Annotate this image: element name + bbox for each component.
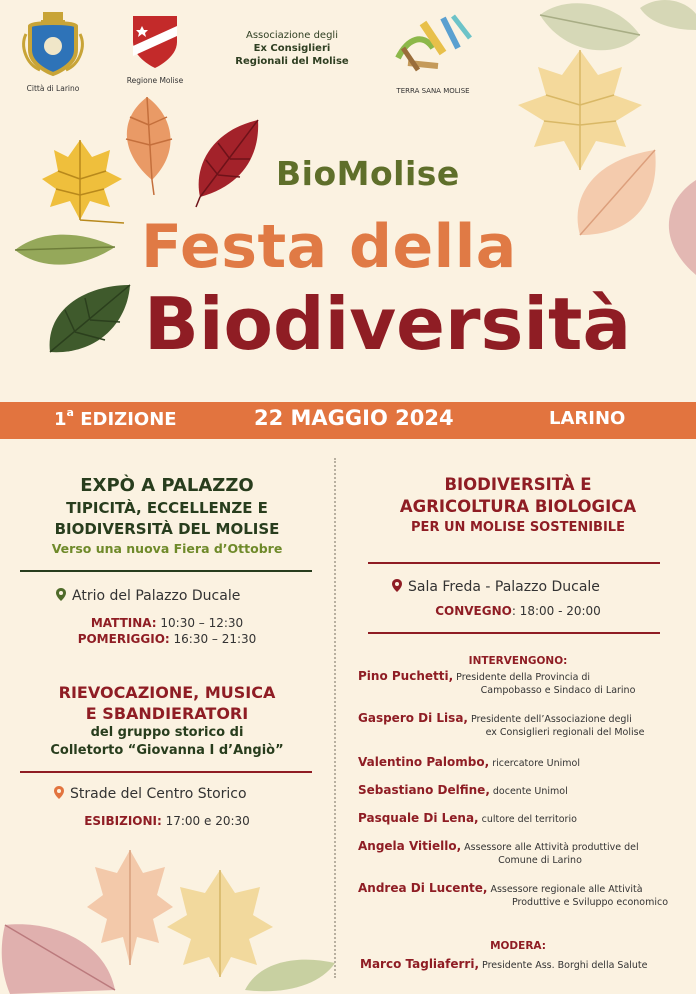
speaker-role-cont: Campobasso e Sindaco di Larino xyxy=(480,685,636,696)
convegno-section xyxy=(350,474,686,538)
speaker-name: Pasquale Di Lena, xyxy=(358,811,479,825)
moderator-name: Marco Tagliaferri, xyxy=(360,957,480,971)
convegno-value: : 18:00 - 20:00 xyxy=(511,604,601,618)
speaker-role: ricercatore Unimol xyxy=(489,758,580,769)
terra-sana-label: TERRA SANA MOLISE xyxy=(396,87,470,95)
association-logo-text xyxy=(226,29,358,68)
regione-shield-icon xyxy=(118,12,192,70)
leaf-olive-left-icon xyxy=(10,225,120,275)
speaker-name: Pino Puchetti, xyxy=(358,669,454,683)
rievocazione-sub-2: Colletorto “Giovanna I d’Angiò” xyxy=(50,743,284,758)
location-pin-icon xyxy=(392,579,402,592)
location-pin-icon xyxy=(56,588,66,601)
expo-times xyxy=(14,615,320,647)
convegno-top-rule xyxy=(368,562,660,564)
leaf-peach-right-icon xyxy=(560,140,670,250)
event-date: 22 MAGGIO 2024 xyxy=(254,406,454,430)
brand-title: BioMolise xyxy=(276,154,460,193)
leaf-orange-left-icon xyxy=(112,95,182,195)
speaker-item xyxy=(358,840,692,867)
terra-sana-molise-logo xyxy=(388,8,478,96)
speaker-role: docente Unimol xyxy=(489,786,568,797)
association-line3: Regionali del Molise xyxy=(235,56,349,67)
expo-location xyxy=(56,588,240,604)
speaker-name: Valentino Palombo, xyxy=(358,755,490,769)
leaf-top-right-edge-icon xyxy=(640,0,696,30)
speaker-name: Sebastiano Delfine, xyxy=(358,783,490,797)
terra-sana-graphic-icon xyxy=(388,8,478,78)
rievocazione-title-1: RIEVOCAZIONE, MUSICA xyxy=(58,683,276,702)
location-pin-icon xyxy=(54,786,64,799)
convegno-title-3: PER UN MOLISE SOSTENIBILE xyxy=(411,520,625,535)
convegno-time xyxy=(350,603,686,619)
expo-location-text: Atrio del Palazzo Ducale xyxy=(72,588,241,604)
edition-number: 1 xyxy=(54,409,67,430)
moderator-heading: MODERA: xyxy=(490,940,546,952)
rievocazione-title-2: E SBANDIERATORI xyxy=(85,704,249,723)
expo-rule xyxy=(20,570,312,572)
speaker-role: cultore del territorio xyxy=(478,814,577,825)
speaker-item xyxy=(358,712,692,739)
edition-word: EDIZIONE xyxy=(73,409,177,430)
moderator xyxy=(360,958,696,972)
festa-title: Festa della xyxy=(141,212,517,282)
expo-tagline: Verso una nuova Fiera d’Ottobre xyxy=(51,541,283,556)
rievocazione-rule xyxy=(20,771,312,773)
leaf-bottom-left-red-icon xyxy=(0,920,120,994)
leaf-darkgreen-left-icon xyxy=(45,280,135,360)
association-line1: Associazione degli xyxy=(245,30,338,41)
morning-value: 10:30 – 12:30 xyxy=(156,616,244,630)
expo-morning xyxy=(14,615,320,631)
afternoon-label: POMERIGGIO: xyxy=(77,632,170,646)
convegno-bottom-rule xyxy=(368,632,660,634)
citta-di-larino-label: Città di Larino xyxy=(26,84,80,93)
speaker-item xyxy=(358,756,688,770)
rievocazione-location xyxy=(54,786,247,802)
expo-title: EXPÒ A PALAZZO xyxy=(80,475,254,496)
speaker-role-cont: ex Consiglieri regionali del Molise xyxy=(485,727,645,738)
rievocazione-section xyxy=(14,682,320,760)
convegno-location-text: Sala Freda - Palazzo Ducale xyxy=(408,579,600,595)
afternoon-value: 16:30 – 21:30 xyxy=(169,632,257,646)
speaker-role-cont: Produttive e Sviluppo economico xyxy=(511,897,669,908)
convegno-label: CONVEGNO xyxy=(435,604,512,618)
speaker-role: Presidente dell’Associazione degli xyxy=(467,714,632,725)
speaker-item xyxy=(358,882,692,909)
leaf-darkred-left-icon xyxy=(188,115,263,210)
speaker-role: Presidente della Provincia di xyxy=(453,672,591,683)
expo-section xyxy=(14,474,320,558)
leaf-dark-right-edge-icon xyxy=(655,180,696,275)
leaf-bottom-olive-icon xyxy=(240,955,340,994)
biodiversita-title: Biodiversità xyxy=(144,282,632,366)
regione-molise-logo xyxy=(118,12,192,84)
moderator-role: Presidente Ass. Borghi della Salute xyxy=(479,960,648,971)
expo-subtitle-1: TIPICITÀ, ECCELLENZE E xyxy=(66,499,268,517)
speakers-heading: INTERVENGONO: xyxy=(468,655,568,667)
speaker-item xyxy=(358,812,688,826)
edition-label xyxy=(54,408,177,430)
speaker-name: Andrea Di Lucente, xyxy=(358,881,488,895)
speaker-role-cont: Comune di Larino xyxy=(498,855,582,866)
expo-subtitle-2: BIODIVERSITÀ DEL MOLISE xyxy=(54,520,280,538)
esibizioni-label: ESIBIZIONI: xyxy=(84,814,162,828)
date-banner xyxy=(0,402,696,439)
speaker-role: Assessore alle Attività produttive del xyxy=(461,842,639,853)
column-divider xyxy=(334,458,336,978)
rievocazione-sub-1: del gruppo storico di xyxy=(90,725,244,740)
convegno-title-1: BIODIVERSITÀ E xyxy=(444,475,592,494)
edition-superscript: a xyxy=(66,406,74,419)
association-line2: Ex Consiglieri xyxy=(253,43,331,54)
speaker-name: Gaspero Di Lisa, xyxy=(358,711,468,725)
speaker-role: Assessore regionale alle Attività xyxy=(487,884,643,895)
city-crest-icon xyxy=(18,10,88,78)
event-place: LARINO xyxy=(549,408,626,429)
esibizioni-value: 17:00 e 20:30 xyxy=(161,814,250,828)
speaker-item xyxy=(358,784,688,798)
regione-molise-label: Regione Molise xyxy=(126,76,184,85)
morning-label: MATTINA: xyxy=(90,616,157,630)
expo-afternoon xyxy=(14,631,320,647)
convegno-title-2: AGRICOLTURA BIOLOGICA xyxy=(399,497,637,516)
rievocazione-times xyxy=(14,813,320,829)
rievocazione-location-text: Strade del Centro Storico xyxy=(70,786,247,802)
convegno-location xyxy=(392,579,600,595)
speaker-item xyxy=(358,670,688,697)
citta-di-larino-logo xyxy=(18,10,88,93)
speaker-name: Angela Vitiello, xyxy=(358,839,462,853)
